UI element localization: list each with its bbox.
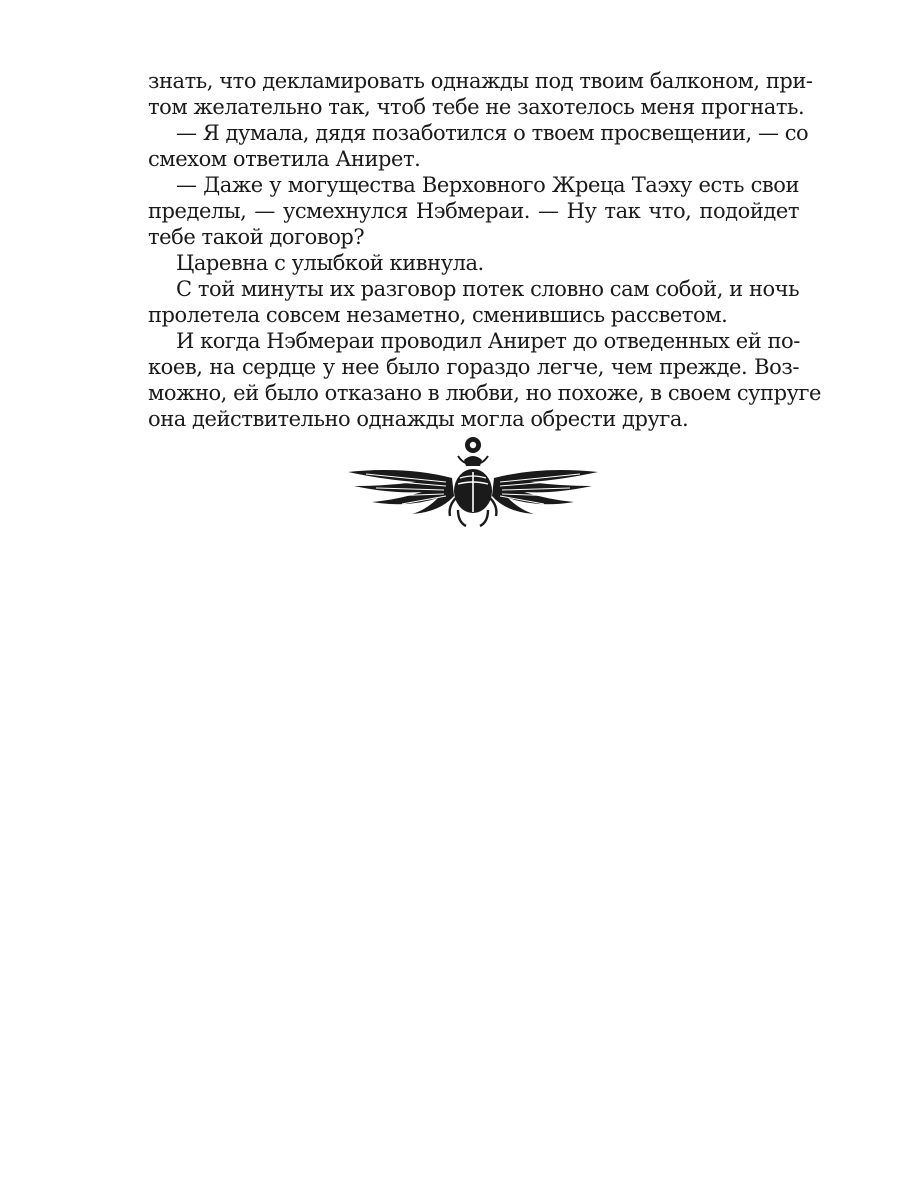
page-text	[148, 68, 822, 432]
text-line: И когда Нэбмераи проводил Анирет до отведенных ей по-	[176, 329, 800, 353]
text-line: тебе такой договор?	[148, 225, 365, 249]
winged-scarab-icon	[346, 436, 600, 530]
text-line: — Я думала, дядя позаботился о твоем просвещении, — со	[176, 121, 809, 145]
text-line: знать, что декламировать однажды под твоим балконом, при-	[148, 69, 813, 93]
text-line: коев, на сердце у нее было гораздо легче, чем прежде. Воз-	[148, 355, 799, 379]
text-line: она действительно однажды могла обрести друга.	[148, 407, 689, 431]
text-line: — Даже у могущества Верховного Жреца Таэху есть свои	[176, 173, 799, 197]
text-line: Царевна с улыбкой кивнула.	[176, 251, 484, 275]
text-line: смехом ответила Анирет.	[148, 147, 421, 171]
text-line: можно, ей было отказано в любви, но похоже, в своем супруге	[148, 381, 822, 405]
text-line: С той минуты их разговор потек словно сам собой, и ночь	[176, 277, 800, 301]
text-line: том желательно так, чтоб тебе не захотелось меня прогнать.	[148, 95, 805, 119]
text-line: пролетела совсем незаметно, сменившись рассветом.	[148, 303, 728, 327]
text-line: пределы, — усмехнулся Нэбмераи. — Ну так что, подойдет	[148, 199, 799, 223]
